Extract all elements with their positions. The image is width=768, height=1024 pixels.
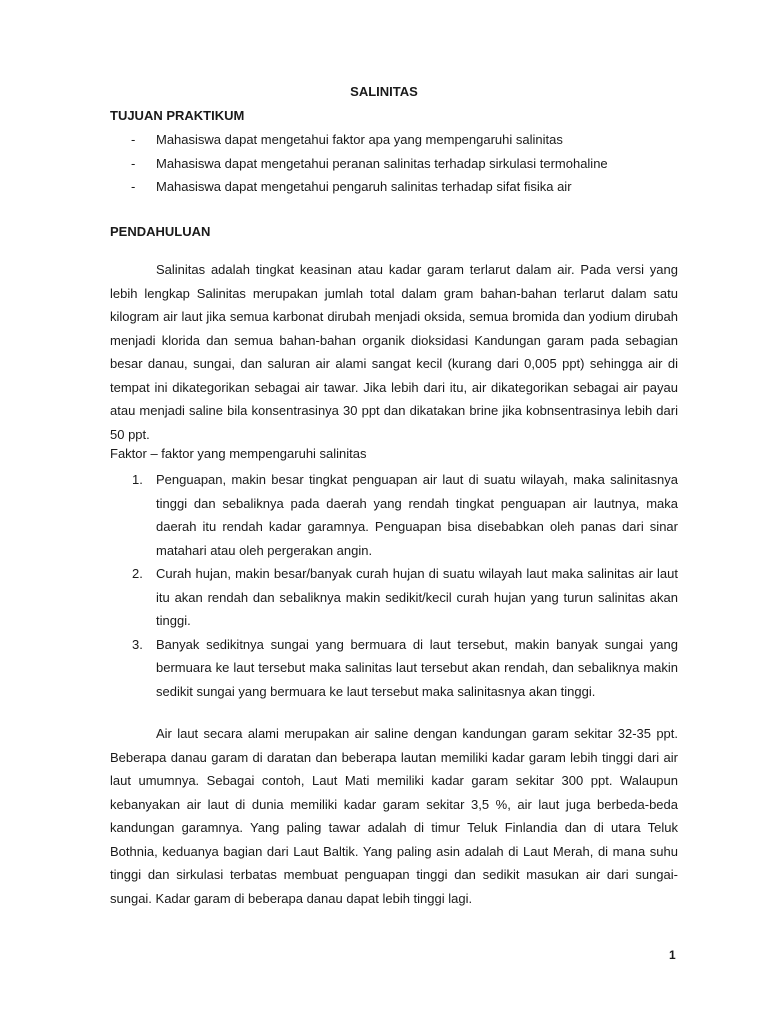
faktor-list [110, 468, 678, 703]
item-number: 1. [132, 472, 143, 487]
list-item [110, 468, 678, 562]
pendahuluan-heading: PENDAHULUAN [110, 224, 211, 239]
list-item-text: Curah hujan, makin besar/banyak curah hujan di suatu wilayah laut maka salinitas air laut itu akan rendah dan sebaliknya makin sedikit/kecil curah hujan yang turun salinitas akan tinggi. [156, 566, 678, 628]
bullet-dash: - [131, 132, 136, 147]
list-item-text: Mahasiswa dapat mengetahui peranan salinitas terhadap sirkulasi termohaline [156, 155, 608, 171]
list-item-text: Mahasiswa dapat mengetahui pengaruh salinitas terhadap sifat fisika air [156, 179, 572, 194]
item-number: 2. [132, 566, 143, 581]
second-paragraph: Air laut secara alami merupakan air saline dengan kandungan garam sekitar 32-35 ppt. Beberapa danau garam di daratan dan beberapa lautan memiliki kadar garam lebih tinggi dari air laut umumnya. Sebagai contoh, Laut Mati memiliki kadar garam sekitar 300 ppt. Walaupun kebanyakan air laut di dunia memiliki kadar garam sekitar 3,5 %, air laut juga berbeda-beda kandungan garamnya. Yang paling tawar adalah di timur Teluk Finlandia dan di utara Teluk Bothnia, keduanya bagian dari Laut Baltik. Yang paling asin adalah di Laut Merah, di mana suhu tinggi dan sirkulasi terbatas membuat penguapan tinggi dan sedikit masukan air dari sungai-sungai. Kadar garam di beberapa danau dapat lebih tinggi lagi. [110, 726, 678, 906]
bullet-dash: - [131, 155, 136, 171]
list-item [110, 128, 670, 152]
faktor-heading: Faktor – faktor yang mempengaruhi salinitas [110, 446, 367, 461]
list-item [110, 562, 678, 633]
bullet-dash: - [131, 179, 136, 194]
tujuan-list [110, 128, 670, 199]
list-item [110, 633, 678, 704]
tujuan-heading: TUJUAN PRAKTIKUM [110, 108, 245, 123]
item-number: 3. [132, 636, 143, 652]
list-item [110, 175, 670, 199]
list-item-text: Banyak sedikitnya sungai yang bermuara di laut tersebut, makin banyak sungai yang bermuara ke laut tersebut maka salinitas laut tersebut akan rendah, dan sebaliknya makin sedikit sungai yang bermuara ke laut tersebut maka salinitasnya akan tinggi. [156, 636, 678, 699]
list-item-text: Penguapan, makin besar tingkat penguapan air laut di suatu wilayah, maka salinitasnya tinggi dan sebaliknya pada daerah yang rendah tingkat penguapan air lautnya, maka daerah itu rendah kadar garamnya. Penguapan bisa disebabkan oleh panas dari sinar matahari atau oleh pergerakan angin. [156, 472, 678, 558]
page-number: 1 [669, 948, 676, 962]
document-title: SALINITAS [350, 84, 418, 99]
intro-paragraph: Salinitas adalah tingkat keasinan atau kadar garam terlarut dalam air. Pada versi yang lebih lengkap Salinitas merupakan jumlah total dalam gram bahan-bahan terlarut dalam satu kilogram air laut jika semua karbonat dirubah menjadi oksida, semua bromida dan yodium dirubah menjadi klorida dan semua bahan-bahan organik dioksidasi Kandungan garam pada sebagian besar danau, sungai, dan saluran air alami sangat kecil (kurang dari 0,005 ppt) sehingga air di tempat ini dikategorikan sebagai air tawar. Jika lebih dari itu, air dikategorikan sebagai air payau atau menjadi saline bila konsentrasinya 30 ppt dan dikatakan brine jika kobnsentrasinya lebih dari 50 ppt. [110, 262, 678, 442]
list-item-text: Mahasiswa dapat mengetahui faktor apa yang mempengaruhi salinitas [156, 132, 563, 147]
list-item [110, 152, 670, 176]
